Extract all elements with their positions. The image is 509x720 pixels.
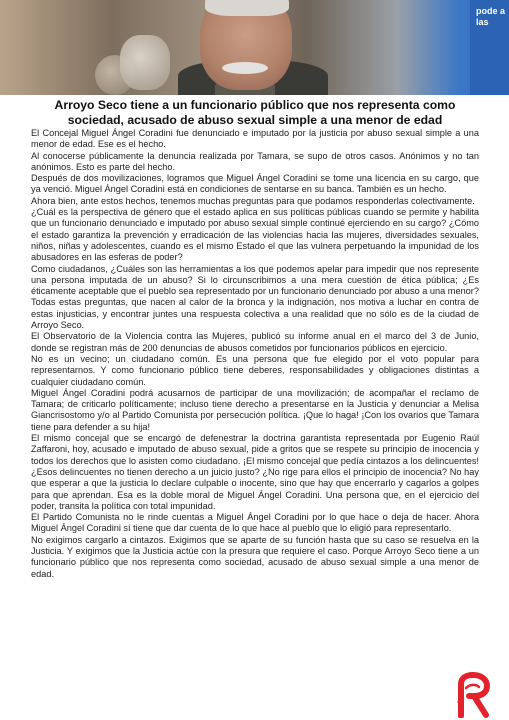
- article-paragraph: El mismo concejal que se encargó de defenestrar la doctrina garantista representada por Eugenio Raúl Zaffaroni, hoy, acusado e imputado de abuso sexual, pide a gritos que se respete su principio de inocencia y todos los derechos que lo asisten como ciudadano. ¡El mismo concejal que pedía cintazos a los delincuentes! ¿Esos delincuentes no tienen derecho a un juicio justo? ¿No rige para ellos el principio de inocencia? No hay que esperar a que la justicia lo declare culpable o inocente, sino que hay que encerrarlo y cagarlos a golpes para que aprendan. Esa es la doble moral de Miguel Ángel Coradini. Una persona que, en el ejercicio del poder, transita la política con total impunidad.: [31, 433, 479, 511]
- article-paragraph: Todas estas preguntas, que nacen al calor de la bronca y la indignación, nos motiva a luchar en contra de estas injusticias, y encontrar juntes una respuesta colectiva a una realidad que no sólo es de la ciudad de Arroyo Seco.: [31, 297, 479, 331]
- article-paragraph: El Observatorio de la Violencia contra las Mujeres, publicó su informe anual en el marco del 3 de Junio, donde se registran más de 200 denuncias de abusos cometidos por funcionarios públicos en ejercicio.: [31, 331, 479, 353]
- photo-person-hair: [205, 0, 289, 16]
- article-body: [31, 128, 479, 580]
- article-paragraph: Ahora bien, ante estos hechos, tenemos muchas preguntas para que podamos responderlas colectivamente.: [31, 195, 475, 206]
- article-paragraph: Como ciudadanos, ¿Cuáles son las herramientas a los que podemos apelar para impedir que nos represente una persona imputada de un abuso? Si lo circunscribimos a una mera cuestión de ética pública; ¿Es éticamente aceptable que el pueblo sea representado por un funcionario denunciado por abuso a una menor?: [31, 263, 479, 297]
- article-paragraph: ¿Cuál es la perspectiva de género que el estado aplica en sus políticas públicas cuando se permite y habilita que un funcionario denunciado e imputado por abuso sexual simple continué ejerciendo en su cargo? ¿Cómo el estado garantiza la prevención y erradicación de las violencias hacia las mujeres, diversidades sexuales, niños, niñas y adolescentes, cuando es el mismo Estado el que las vulnera perpetuando la impunidad de los abusadores en las esferas de poder?: [31, 207, 479, 263]
- article-paragraph: Después de dos movilizaciones, logramos que Miguel Ángel Coradini se tome una licencia en su cargo, que ya venció. Miguel Ángel Coradini está en condiciones de sentarse en su banca. También es un hecho.: [31, 173, 479, 195]
- photo-person-moustache: [222, 62, 268, 74]
- article-paragraph: No es un vecino; un ciudadano común. Es una persona que fue elegido por el voto popular para representarnos. Y como funcionario público tiene deberes, responsabilidades y obligaciones distintas a cualquier ciudadano común.: [31, 353, 479, 387]
- article-paragraph: No exigimos cargarlo a cintazos. Exigimos que se aparte de su función hasta que su caso se resuelva en la Justicia. Y exigimos que la Justicia actúe con la presura que requiere el caso. Porque Arroyo Seco tiene a un funcionario público que nos representa como sociedad, acusado de abuso sexual simple a una menor de edad.: [31, 534, 479, 579]
- party-logo-icon: [452, 672, 496, 718]
- photo-object: [120, 35, 170, 90]
- article-paragraph: Al conocerse públicamente la denuncia realizada por Tamara, se supo de otros casos. Anónimos y no tan anónimos. Esto es parte del hecho.: [31, 150, 479, 172]
- article-title: Arroyo Seco tiene a un funcionario público que nos representa como sociedad, acusado de abuso sexual simple a una menor de edad: [54, 98, 456, 127]
- header-photo: [0, 0, 509, 95]
- article-paragraph: El Partido Comunista no le rinde cuentas a Miguel Ángel Coradini por lo que hace o deja de hacer. Ahora Miguel Ángel Coradini sí tiene que dar cuenta de lo que hace al pueblo que lo eligió para representarlo.: [31, 512, 479, 534]
- article-paragraph: El Concejal Miguel Ángel Coradini fue denunciado e imputado por la justicia por abuso sexual simple a una menor de edad. Ese es el hecho.: [31, 128, 479, 150]
- photo-sign-text: pode a las: [476, 6, 506, 27]
- article-paragraph: Miguel Ángel Coradini podrá acusarnos de participar de una movilización; de acompañar el reclamo de Tamara; de criticarlo políticamente; incluso tiene derecho a presentarse en la Justicia y denunciar a Melisa Giancrisostomo y/o al Partido Comunista por persecución política. ¡Que lo haga! ¡Con los ovarios que Tamara tiene para defender a su hija!: [31, 387, 479, 432]
